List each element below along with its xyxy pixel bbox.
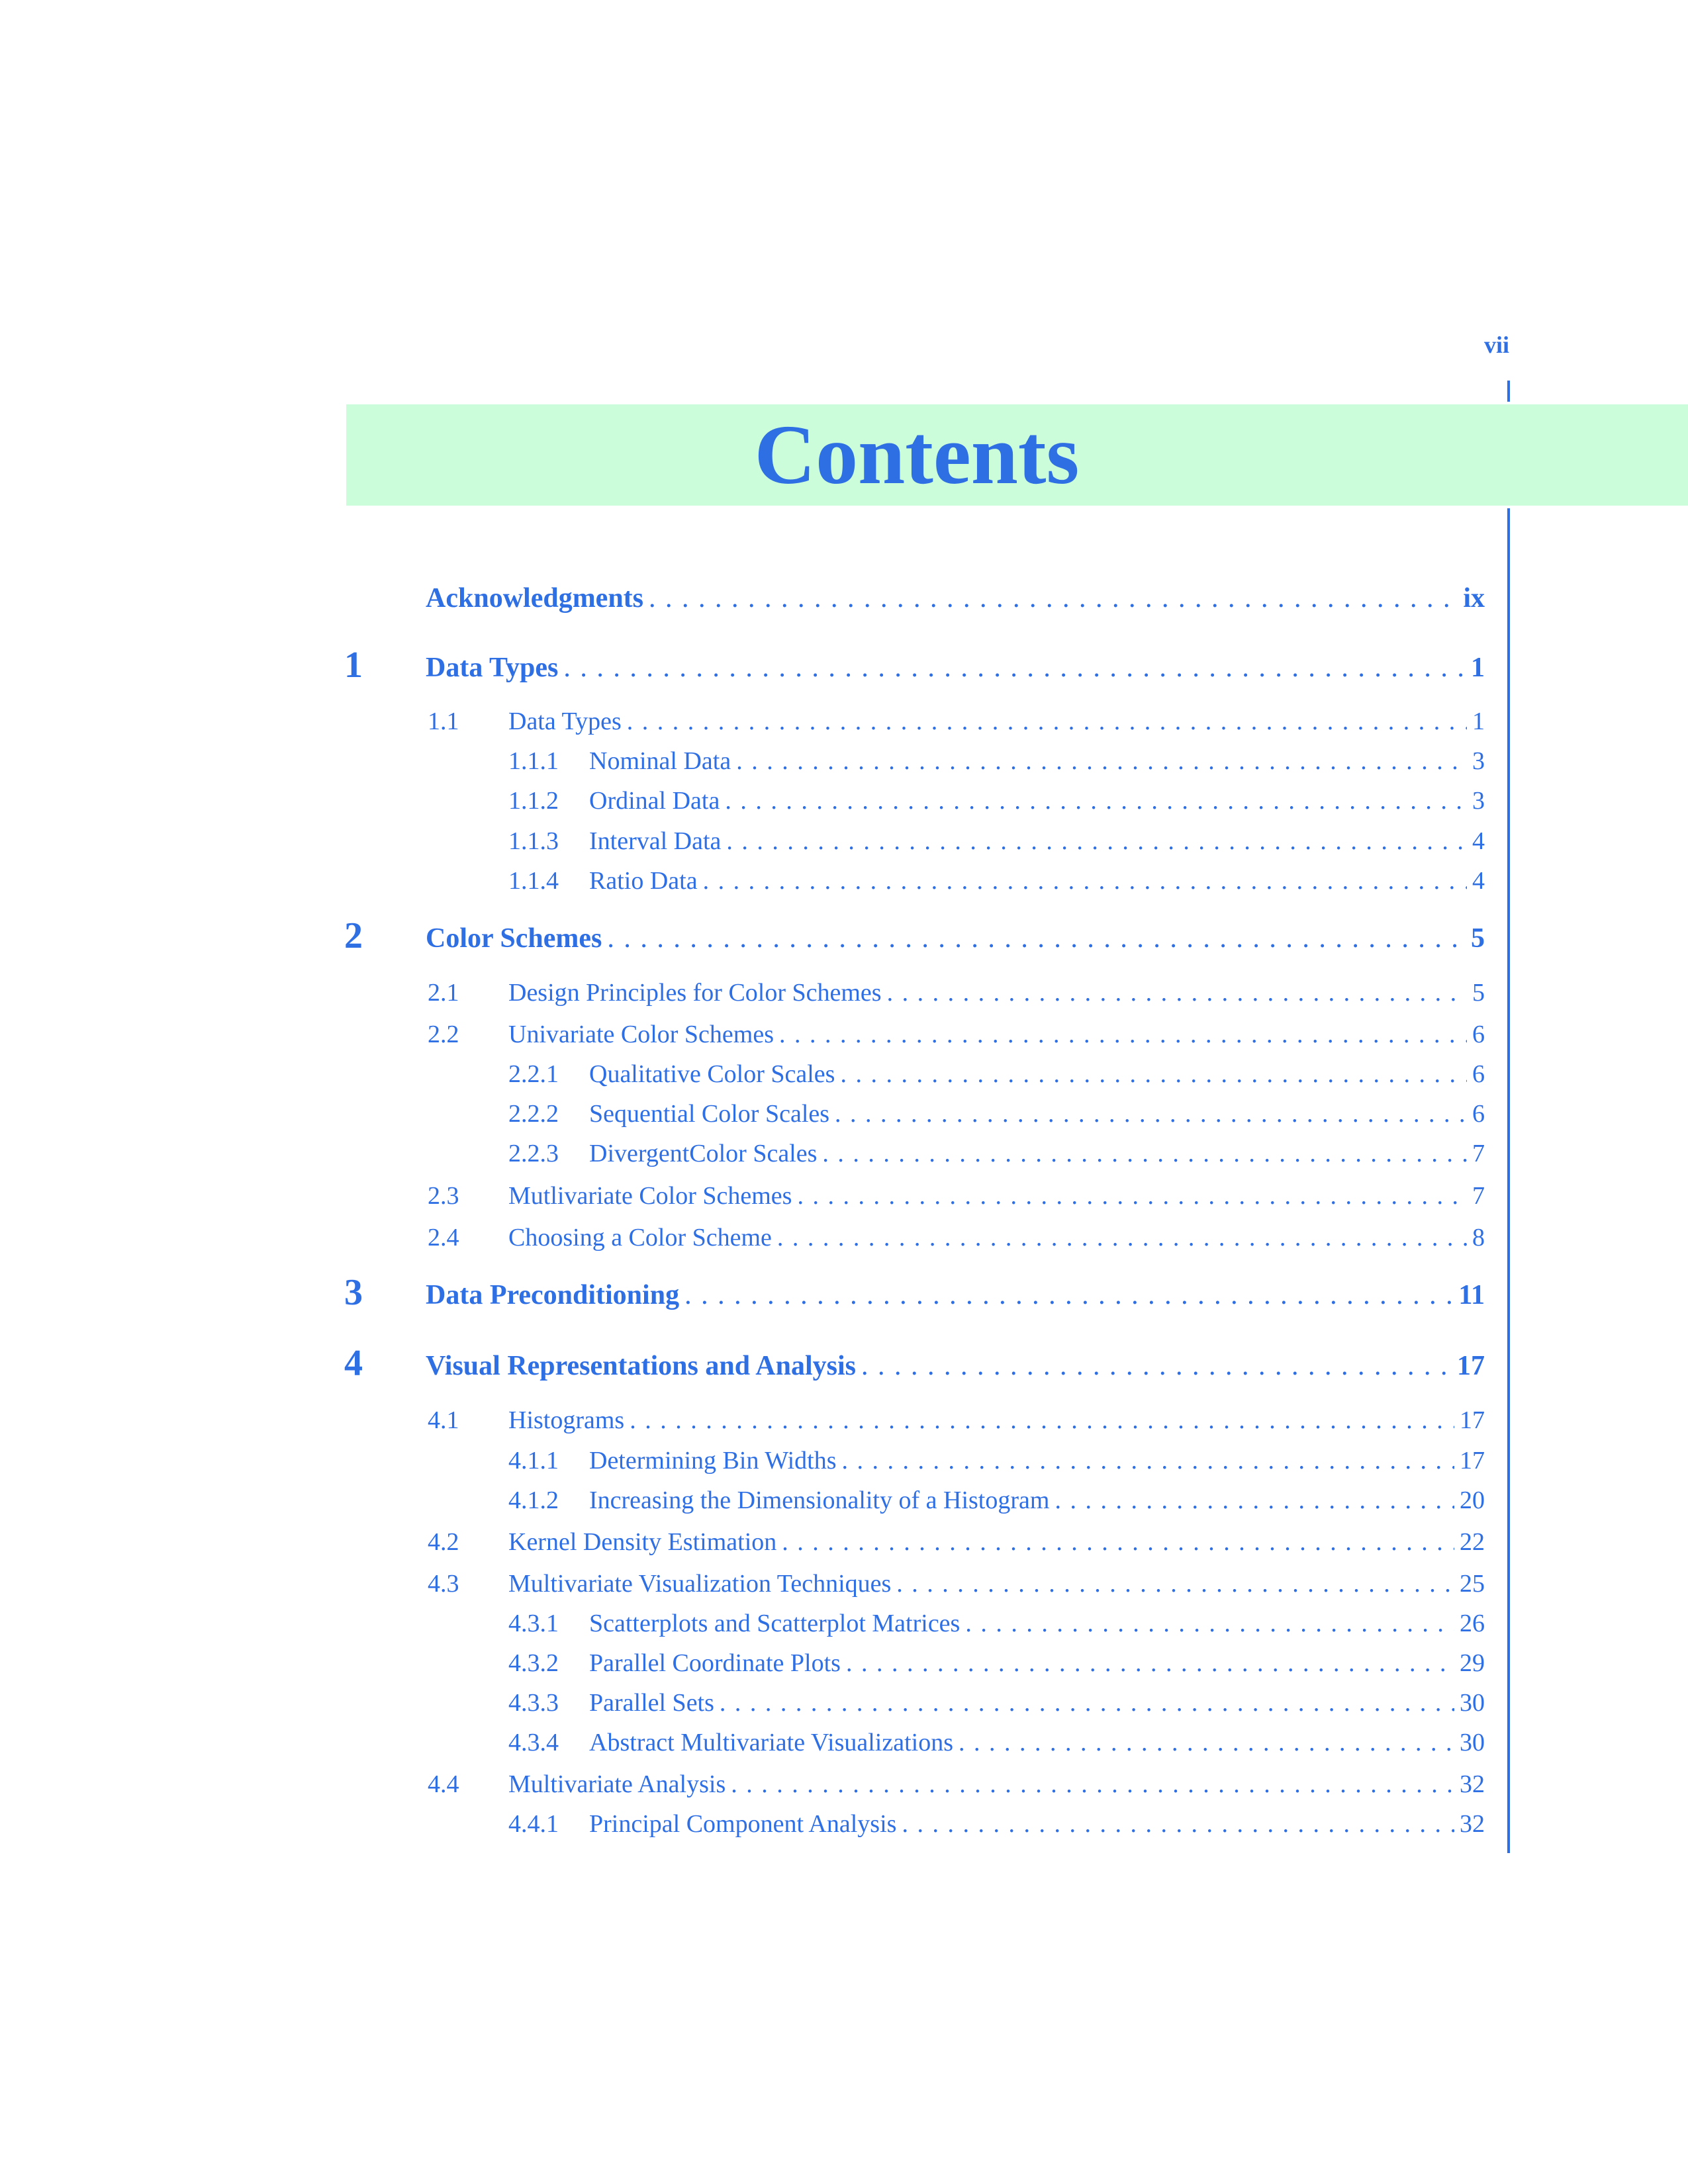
section-number: 4.3.1: [508, 1610, 559, 1637]
dot-leader: [902, 1809, 1454, 1839]
chapter-entry[interactable]: [426, 923, 1485, 954]
dot-leader: [627, 707, 1467, 736]
entry-title: DivergentColor Scales: [589, 1140, 818, 1167]
entry-title: Data Types: [508, 707, 622, 735]
page-number: 20: [1460, 1486, 1485, 1514]
entry-title: Multivariate Analysis: [508, 1770, 726, 1798]
entry-title: Parallel Coordinate Plots: [589, 1649, 841, 1677]
page-number: 6: [1472, 1100, 1485, 1128]
dot-leader: [822, 1139, 1467, 1168]
page-number: 3: [1472, 747, 1485, 775]
section-entry[interactable]: [589, 1139, 1485, 1168]
section-number: 4.2: [428, 1528, 459, 1556]
section-number: 2.2: [428, 1021, 459, 1048]
chapter-number: 1: [344, 645, 363, 686]
section-number: 2.2.1: [508, 1060, 559, 1088]
dot-leader: [607, 923, 1466, 954]
dot-leader: [779, 1020, 1467, 1049]
section-entry[interactable]: [589, 1688, 1485, 1717]
dot-leader: [684, 1279, 1453, 1311]
section-entry[interactable]: [589, 1099, 1485, 1128]
dot-leader: [649, 582, 1458, 614]
page-title: Contents: [754, 408, 1080, 502]
entry-title: Abstract Multivariate Visualizations: [589, 1729, 953, 1756]
entry-title: Design Principles for Color Schemes: [508, 979, 882, 1007]
dot-leader: [965, 1609, 1454, 1638]
chapter-entry[interactable]: [426, 1279, 1485, 1311]
entry-title: Visual Representations and Analysis: [426, 1351, 856, 1381]
section-number: 1.1.1: [508, 747, 559, 775]
page-number: 1: [1471, 653, 1485, 683]
page-number: 7: [1472, 1182, 1485, 1210]
section-number: 4.4.1: [508, 1810, 559, 1838]
page-number: 30: [1460, 1729, 1485, 1756]
entry-title: Principal Component Analysis: [589, 1810, 897, 1838]
section-number: 4.3.3: [508, 1689, 559, 1717]
dot-leader: [1055, 1486, 1454, 1515]
entry-title: Data Types: [426, 653, 559, 683]
entry-title: Parallel Sets: [589, 1689, 714, 1717]
dot-leader: [896, 1569, 1454, 1598]
page-number: 5: [1472, 979, 1485, 1007]
dot-leader: [846, 1649, 1454, 1678]
entry-title: Acknowledgments: [426, 583, 644, 614]
entry-title: Scatterplots and Scatterplot Matrices: [589, 1610, 961, 1637]
section-number: 1.1.2: [508, 787, 559, 815]
chapter-number: 2: [344, 915, 363, 956]
entry-title: Mutlivariate Color Schemes: [508, 1182, 792, 1210]
dot-leader: [736, 747, 1467, 776]
section-entry[interactable]: [589, 866, 1485, 895]
section-entry[interactable]: [589, 1486, 1485, 1515]
chapter-entry[interactable]: [426, 582, 1485, 614]
section-number: 4.4: [428, 1770, 459, 1798]
page-number: 6: [1472, 1021, 1485, 1048]
page-number: 8: [1472, 1224, 1485, 1251]
entry-title: Histograms: [508, 1406, 625, 1434]
section-number: 2.2.2: [508, 1100, 559, 1128]
dot-leader: [835, 1099, 1467, 1128]
section-entry[interactable]: [589, 1728, 1485, 1757]
dot-leader: [725, 786, 1467, 815]
dot-leader: [840, 1060, 1467, 1089]
page-number: 17: [1460, 1447, 1485, 1475]
page-number: 30: [1460, 1689, 1485, 1717]
dot-leader: [630, 1406, 1454, 1435]
section-entry[interactable]: [589, 1060, 1485, 1089]
entry-title: Kernel Density Estimation: [508, 1528, 777, 1556]
page-number: 4: [1472, 827, 1485, 855]
entry-title: Interval Data: [589, 827, 722, 855]
chapter-entry[interactable]: [426, 652, 1485, 684]
section-number: 2.2.3: [508, 1140, 559, 1167]
section-number: 2.1: [428, 979, 459, 1007]
section-number: 1.1.4: [508, 867, 559, 895]
page-number: 32: [1460, 1810, 1485, 1838]
page-number: 25: [1460, 1570, 1485, 1598]
page-number: 32: [1460, 1770, 1485, 1798]
entry-title: Qualitative Color Scales: [589, 1060, 835, 1088]
section-number: 4.1.1: [508, 1447, 559, 1475]
chapter-number: 3: [344, 1272, 363, 1313]
page-folio: vii: [1483, 332, 1509, 358]
page-number: 17: [1460, 1406, 1485, 1434]
section-entry[interactable]: [589, 1809, 1485, 1839]
section-entry[interactable]: [508, 978, 1485, 1007]
section-entry[interactable]: [589, 827, 1485, 856]
entry-title: Nominal Data: [589, 747, 731, 775]
section-entry[interactable]: [589, 786, 1485, 815]
section-number: 4.3.2: [508, 1649, 559, 1677]
section-entry[interactable]: [508, 707, 1485, 736]
section-entry[interactable]: [508, 1181, 1485, 1210]
section-number: 1.1: [428, 707, 459, 735]
section-entry[interactable]: [508, 1770, 1485, 1799]
dot-leader: [887, 978, 1467, 1007]
section-entry[interactable]: [508, 1406, 1485, 1435]
section-entry[interactable]: [508, 1569, 1485, 1598]
entry-title: Choosing a Color Scheme: [508, 1224, 772, 1251]
page-number: 6: [1472, 1060, 1485, 1088]
page-number: 11: [1458, 1280, 1485, 1310]
section-entry[interactable]: [589, 1649, 1485, 1678]
section-number: 4.3: [428, 1570, 459, 1598]
entry-title: Univariate Color Schemes: [508, 1021, 774, 1048]
dot-leader: [782, 1527, 1454, 1557]
page-number: 4: [1472, 867, 1485, 895]
section-entry[interactable]: [508, 1527, 1485, 1557]
dot-leader: [777, 1223, 1467, 1252]
section-number: 1.1.3: [508, 827, 559, 855]
section-number: 4.3.4: [508, 1729, 559, 1756]
page-number: 26: [1460, 1610, 1485, 1637]
section-entry[interactable]: [589, 747, 1485, 776]
chapter-number: 4: [344, 1343, 363, 1384]
entry-title: Increasing the Dimensionality of a Histogram: [589, 1486, 1050, 1514]
dot-leader: [703, 866, 1467, 895]
page-number: 1: [1472, 707, 1485, 735]
section-number: 4.1.2: [508, 1486, 559, 1514]
entry-title: Multivariate Visualization Techniques: [508, 1570, 892, 1598]
entry-title: Ordinal Data: [589, 787, 720, 815]
entry-title: Data Preconditioning: [426, 1280, 680, 1310]
page-number: 3: [1472, 787, 1485, 815]
page-number: 29: [1460, 1649, 1485, 1677]
dot-leader: [720, 1688, 1454, 1717]
section-entry[interactable]: [589, 1446, 1485, 1475]
entry-title: Sequential Color Scales: [589, 1100, 830, 1128]
entry-title: Determining Bin Widths: [589, 1447, 837, 1475]
section-entry[interactable]: [508, 1020, 1485, 1049]
dot-leader: [861, 1350, 1452, 1382]
page-number: 7: [1472, 1140, 1485, 1167]
section-number: 4.1: [428, 1406, 459, 1434]
section-number: 2.4: [428, 1224, 459, 1251]
page-number: 22: [1460, 1528, 1485, 1556]
dot-leader: [731, 1770, 1454, 1799]
page-number: 17: [1457, 1351, 1485, 1381]
dot-leader: [959, 1728, 1454, 1757]
page-number: ix: [1463, 583, 1485, 614]
entry-title: Ratio Data: [589, 867, 698, 895]
dot-leader: [563, 652, 1466, 684]
section-entry[interactable]: [589, 1609, 1485, 1638]
dot-leader: [726, 827, 1467, 856]
dot-leader: [797, 1181, 1467, 1210]
section-number: 2.3: [428, 1182, 459, 1210]
dot-leader: [842, 1446, 1454, 1475]
chapter-entry[interactable]: [426, 1350, 1485, 1382]
section-entry[interactable]: [508, 1223, 1485, 1252]
entry-title: Color Schemes: [426, 923, 602, 954]
page-number: 5: [1471, 923, 1485, 954]
